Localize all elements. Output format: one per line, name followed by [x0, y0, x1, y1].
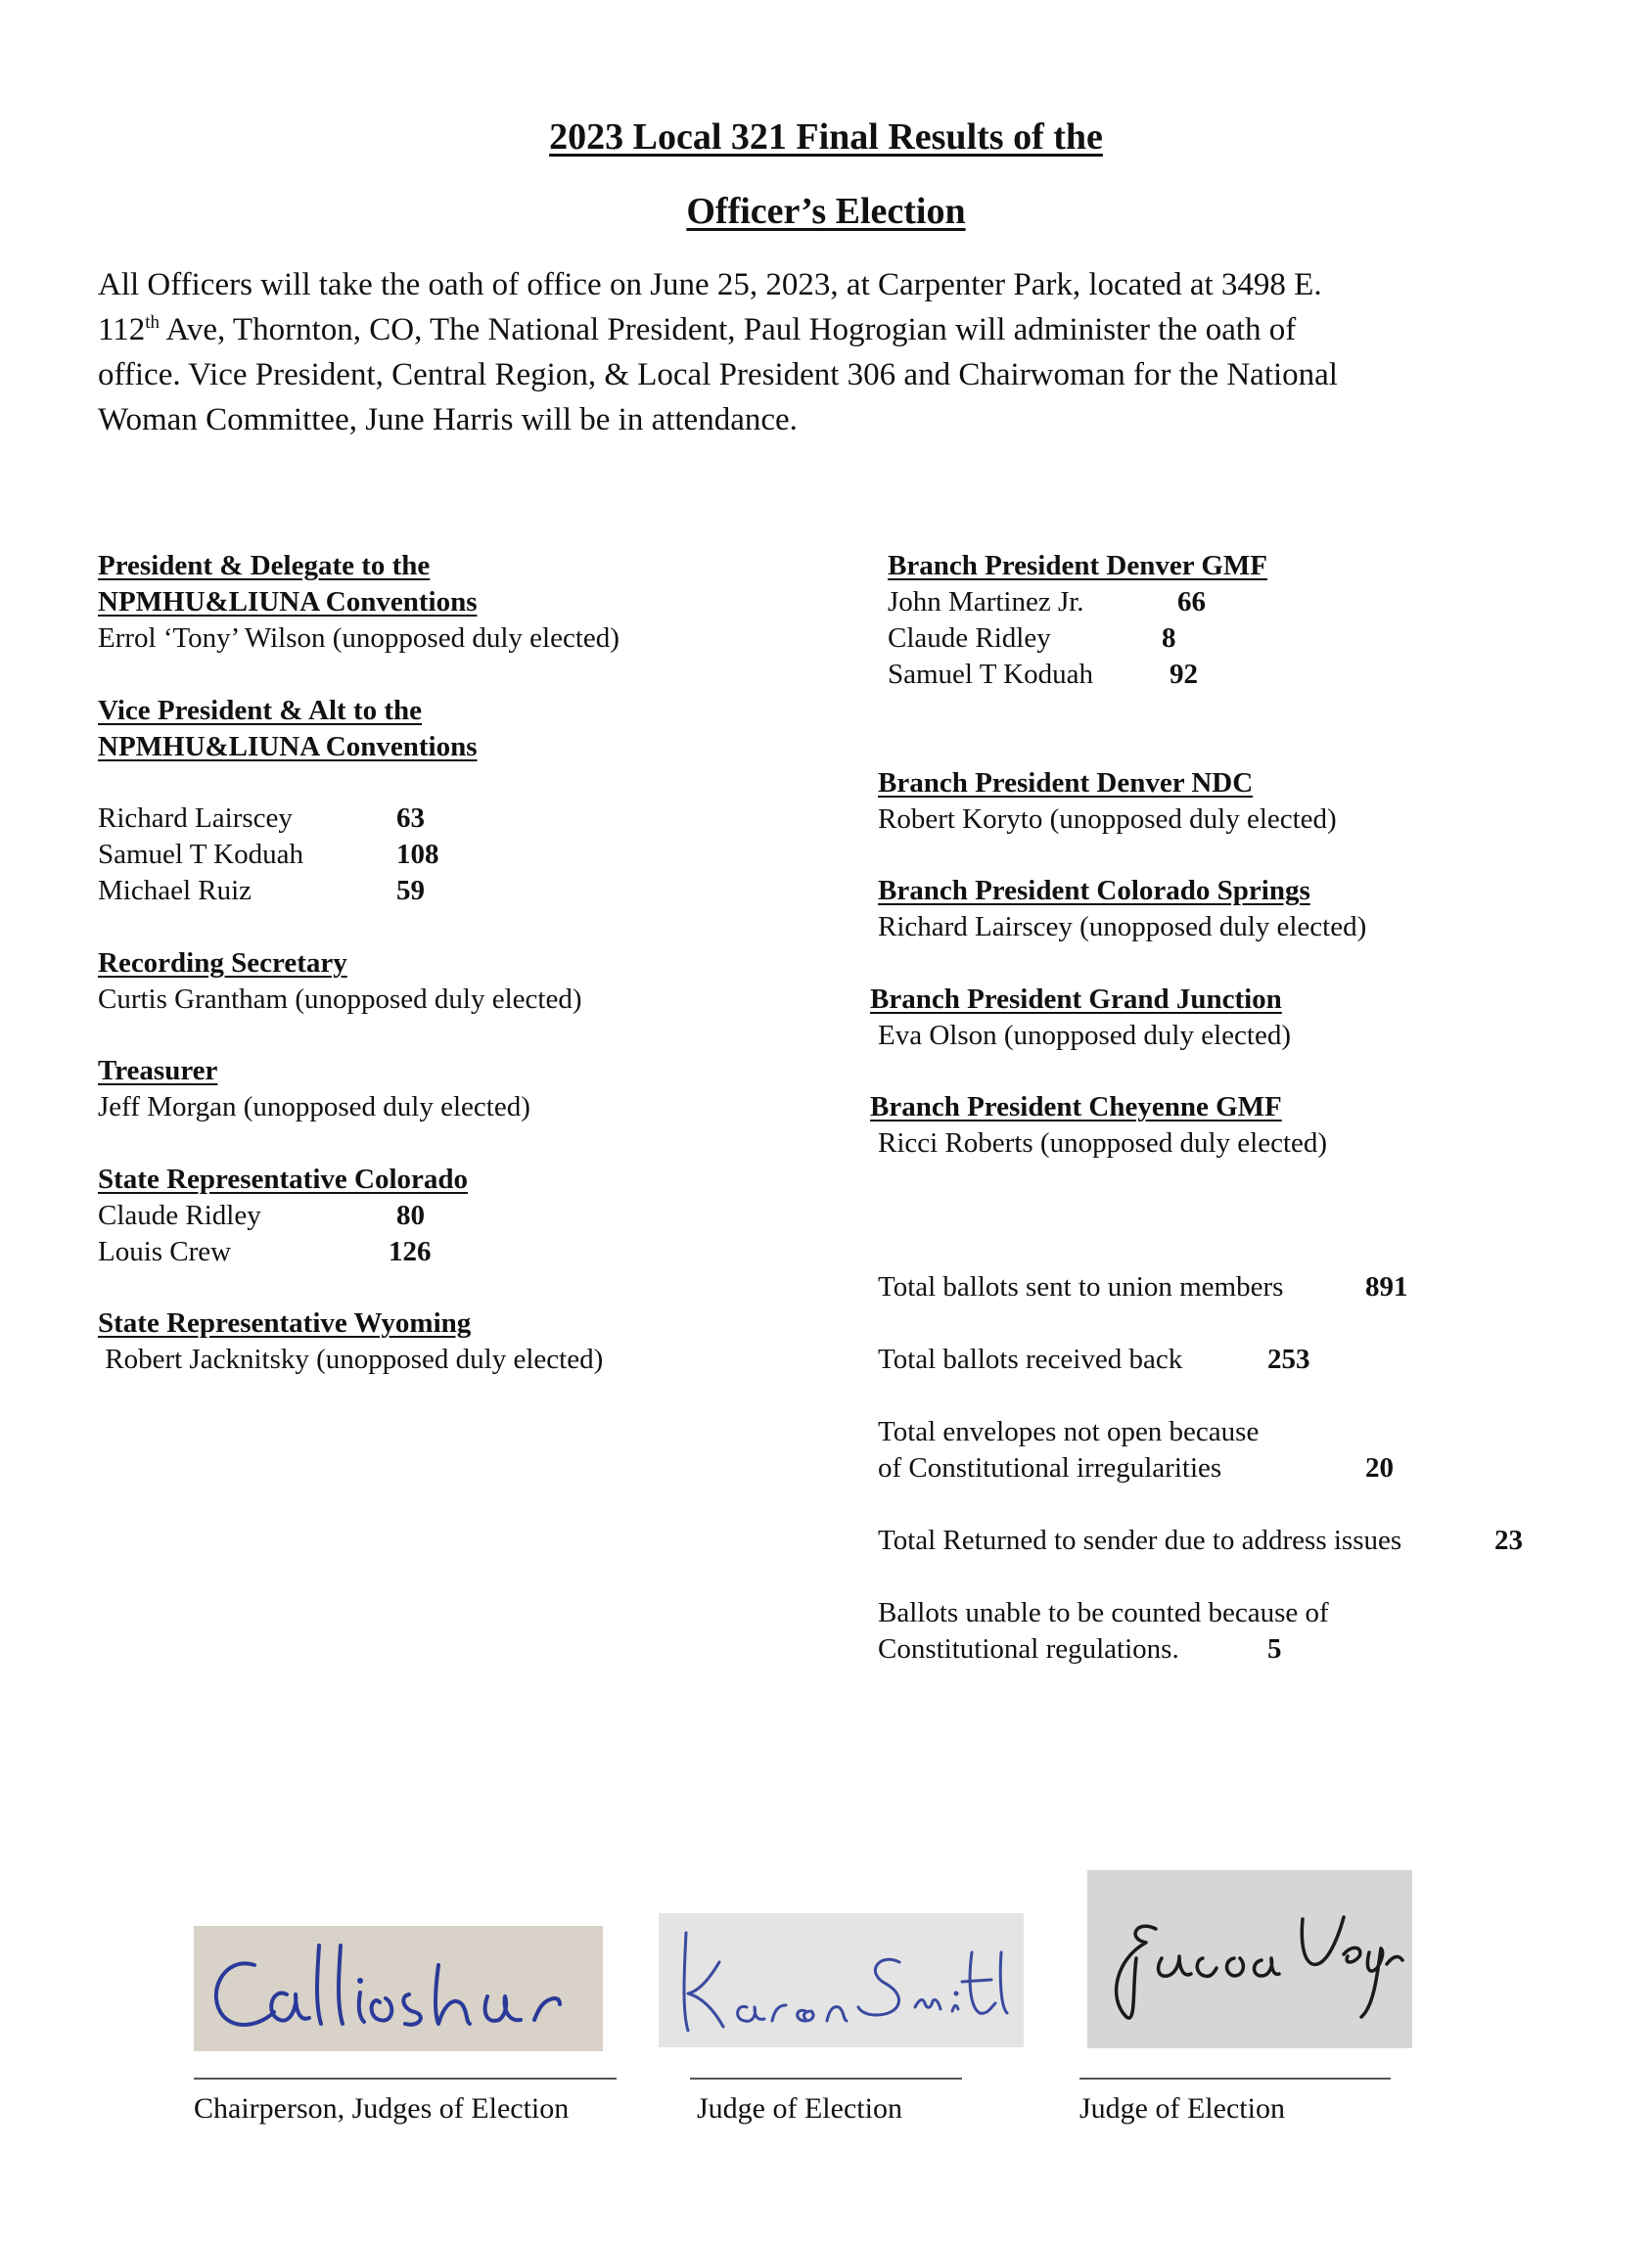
- vp-candidate-votes: 59: [396, 875, 425, 906]
- denver-ndc-result: Robert Koryto (unopposed duly elected): [878, 803, 1337, 835]
- treasurer-heading: Treasurer: [98, 1055, 218, 1086]
- president-heading-line-1: President & Delegate to the: [98, 550, 431, 581]
- denver-gmf-candidate-name: Claude Ridley: [888, 622, 1051, 654]
- colorado-candidate-votes: 80: [396, 1200, 425, 1231]
- total-sent-label: Total ballots sent to union members: [878, 1271, 1284, 1303]
- denver-gmf-heading: Branch President Denver GMF: [888, 550, 1267, 581]
- recording-secretary-result: Curtis Grantham (unopposed duly elected): [98, 984, 582, 1015]
- state-rep-colorado-heading: State Representative Colorado: [98, 1164, 469, 1195]
- state-rep-wyoming-heading: State Representative Wyoming: [98, 1307, 472, 1339]
- cheyenne-gmf-result: Ricci Roberts (unopposed duly elected): [878, 1127, 1328, 1159]
- recording-secretary-heading: Recording Secretary: [98, 947, 347, 979]
- denver-ndc-heading: Branch President Denver NDC: [878, 767, 1254, 799]
- vp-candidate-name: Samuel T Koduah: [98, 839, 303, 870]
- colorado-candidate-votes: 126: [389, 1236, 432, 1267]
- envelopes-not-open-value: 20: [1365, 1452, 1394, 1484]
- document-title-line-1: 2023 Local 321 Final Results of the: [549, 116, 1103, 158]
- intro-line-3: office. Vice President, Central Region, & Local President 306 and Chairwoman for the National: [98, 357, 1338, 392]
- signature-judge-2-graphic: [1087, 1870, 1412, 2048]
- colorado-candidate-name: Louis Crew: [98, 1236, 232, 1267]
- vice-president-heading-line-1: Vice President & Alt to the: [98, 695, 423, 726]
- intro-paragraph: [98, 262, 1566, 442]
- president-result: Errol ‘Tony’ Wilson (unopposed duly elected): [98, 622, 620, 654]
- denver-gmf-candidate-name: Samuel T Koduah: [888, 659, 1093, 690]
- grand-junction-heading: Branch President Grand Junction: [870, 984, 1282, 1015]
- intro-line-2-number: 112: [98, 312, 146, 347]
- vp-candidate-votes: 108: [396, 839, 439, 870]
- total-sent-value: 891: [1365, 1271, 1408, 1303]
- grand-junction-result: Eva Olson (unopposed duly elected): [878, 1020, 1292, 1051]
- signature-judge-1-graphic: [659, 1913, 1024, 2047]
- envelopes-not-open-label-line-2: of Constitutional irregularities: [878, 1452, 1222, 1484]
- president-heading-line-2: NPMHU&LIUNA Conventions: [98, 586, 478, 618]
- caption-judge-1: Judge of Election: [697, 2092, 902, 2125]
- intro-line-2: [98, 307, 1566, 352]
- intro-line-1: All Officers will take the oath of office on June 25, 2023, at Carpenter Park, located at 3498 E.: [98, 267, 1322, 302]
- unable-counted-label-line-1: Ballots unable to be counted because of: [878, 1597, 1329, 1628]
- cheyenne-gmf-heading: Branch President Cheyenne GMF: [870, 1091, 1282, 1122]
- intro-line-2-superscript: th: [145, 312, 161, 333]
- denver-gmf-candidate-votes: 66: [1177, 586, 1206, 618]
- unable-counted-value: 5: [1267, 1633, 1282, 1665]
- vp-candidate-name: Richard Lairscey: [98, 802, 293, 834]
- colorado-springs-heading: Branch President Colorado Springs: [878, 875, 1310, 906]
- unable-counted-label-line-2: Constitutional regulations.: [878, 1633, 1179, 1665]
- signature-chairperson: [194, 1926, 603, 2051]
- total-received-label: Total ballots received back: [878, 1344, 1183, 1375]
- signature-line-chairperson: [194, 2078, 617, 2080]
- signature-line-judge-2: [1079, 2078, 1391, 2080]
- caption-chairperson: Chairperson, Judges of Election: [194, 2092, 570, 2125]
- vp-candidate-name: Michael Ruiz: [98, 875, 252, 906]
- signature-judge-2: [1087, 1870, 1412, 2048]
- denver-gmf-candidate-name: John Martinez Jr.: [888, 586, 1084, 618]
- vice-president-heading-line-2: NPMHU&LIUNA Conventions: [98, 731, 478, 762]
- signature-chairperson-graphic: [194, 1926, 603, 2051]
- vp-candidate-votes: 63: [396, 802, 425, 834]
- treasurer-result: Jeff Morgan (unopposed duly elected): [98, 1091, 530, 1122]
- signature-line-judge-1: [690, 2078, 962, 2080]
- denver-gmf-candidate-votes: 8: [1162, 622, 1176, 654]
- returned-to-sender-label: Total Returned to sender due to address issues: [878, 1525, 1402, 1556]
- colorado-candidate-name: Claude Ridley: [98, 1200, 261, 1231]
- intro-line-2-rest: Ave, Thornton, CO, The National President, Paul Hogrogian will administer the oath of: [160, 312, 1297, 347]
- state-rep-wyoming-result: Robert Jacknitsky (unopposed duly elected): [98, 1344, 604, 1375]
- document-title-line-2: Officer’s Election: [686, 191, 966, 232]
- total-received-value: 253: [1267, 1344, 1310, 1375]
- colorado-springs-result: Richard Lairscey (unopposed duly elected): [878, 911, 1367, 942]
- intro-line-4: Woman Committee, June Harris will be in attendance.: [98, 402, 798, 437]
- signature-judge-1: [659, 1913, 1024, 2047]
- returned-to-sender-value: 23: [1494, 1525, 1523, 1556]
- envelopes-not-open-label-line-1: Total envelopes not open because: [878, 1416, 1260, 1447]
- denver-gmf-candidate-votes: 92: [1170, 659, 1198, 690]
- caption-judge-2: Judge of Election: [1079, 2092, 1285, 2125]
